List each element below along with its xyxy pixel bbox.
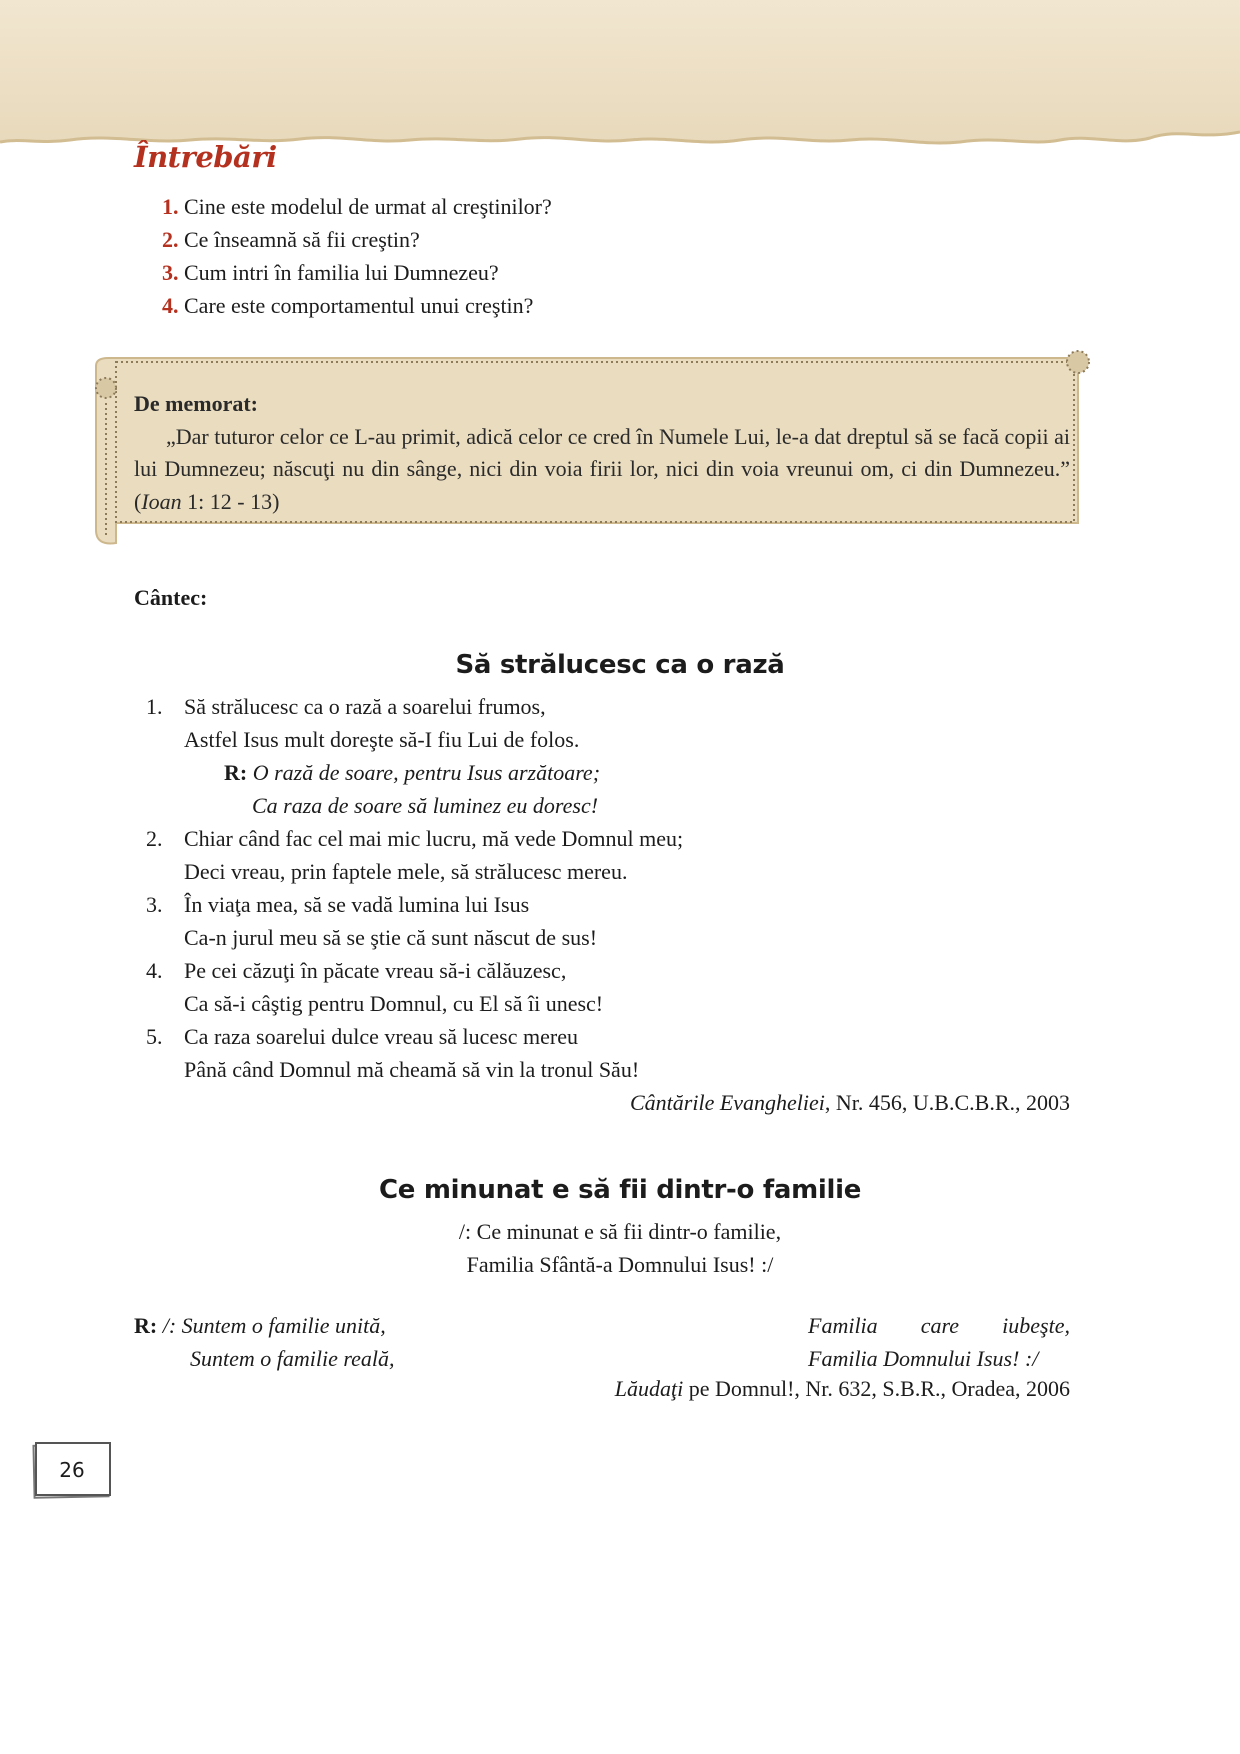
verse-line: Familia Sfântă-a Domnului Isus! :/ (466, 1252, 774, 1277)
stanza-number: 2. (146, 826, 163, 851)
page-number-box (32, 1441, 112, 1499)
verse-ref-rest: 1: 12 - 13) (187, 488, 280, 514)
refrain-line: /: Suntem o familie unită, (162, 1313, 386, 1338)
song1-stanza-4 (146, 954, 603, 1020)
song1-source (630, 1090, 1070, 1116)
refrain-line: O rază de soare, pentru Isus arzătoare; (252, 760, 601, 785)
verse-line: /: Ce minunat e să fii dintr-o familie, (458, 1219, 782, 1244)
stanza-line: Astfel Isus mult doreşte să-I fiu Lui de folos. (184, 727, 580, 752)
questions-heading: Întrebări (134, 140, 277, 174)
song1-stanza-1 (146, 690, 579, 756)
refrain-label: R: (224, 760, 248, 785)
song1-stanza-2 (146, 822, 683, 888)
stanza-line: Deci vreau, prin faptele mele, să strălucesc mereu. (184, 859, 628, 884)
song1-title: Să strălucesc ca o rază (455, 650, 785, 680)
refrain-line: Familia care iubeşte, (808, 1313, 1070, 1338)
song2-verse (0, 1215, 1240, 1281)
memorize-label: De memorat: (134, 391, 258, 416)
stanza-number: 5. (146, 1024, 163, 1049)
stanza-line: În viaţa mea, să se vadă lumina lui Isus (184, 892, 530, 917)
refrain-label: R: (134, 1313, 158, 1338)
stanza-line: Ca-n jurul meu să se ştie că sunt născut de sus! (184, 925, 598, 950)
song1-stanza-5 (146, 1020, 639, 1086)
source-details: pe Domnul!, Nr. 632, S.B.R., Oradea, 2006 (683, 1376, 1070, 1401)
stanza-line: Chiar când fac cel mai mic lucru, mă vede Domnul meu; (184, 826, 684, 851)
list-item (162, 223, 552, 256)
list-item (162, 289, 552, 322)
verse-text: „Dar tuturor celor ce L-au primit, adică celor ce cred în Numele Lui, le-a dat dreptul să se facă copii ai lui Dumnezeu; născuţi nu din sânge, nici din voia firii lor, nici din voia vreunui om, ci din Dumnezeu.” (134, 423, 1070, 481)
source-title: Cântările Evangheliei (630, 1090, 825, 1115)
stanza-line: Pe cei căzuţi în păcate vreau să-i călăuzesc, (184, 958, 567, 983)
source-title: Lăudaţi (614, 1376, 684, 1401)
refrain-line: Familia Domnului Isus! :/ (808, 1346, 1039, 1371)
refrain-line: Ca raza de soare să luminez eu doresc! (252, 793, 599, 818)
questions-list (162, 190, 552, 322)
memorize-text-block (134, 388, 1070, 518)
question-number: 1. (162, 194, 179, 219)
stanza-line: Ca raza soarelui dulce vreau să lucesc mereu (184, 1024, 578, 1049)
song1-refrain (224, 756, 600, 822)
song2-refrain-right (808, 1309, 1070, 1375)
stanza-line: Să strălucesc ca o rază a soarelui frumos, (184, 694, 546, 719)
song2-refrain-left (134, 1309, 395, 1375)
page-number: 26 (59, 1458, 85, 1482)
question-text: Cum intri în familia lui Dumnezeu? (184, 260, 499, 285)
question-number: 4. (162, 293, 179, 318)
question-number: 3. (162, 260, 179, 285)
stanza-number: 3. (146, 892, 163, 917)
stanza-line: Până când Domnul mă cheamă să vin la tronul Său! (184, 1057, 640, 1082)
memorize-verse (134, 421, 1070, 519)
refrain-line: Suntem o familie reală, (190, 1346, 395, 1371)
question-text: Cine este modelul de urmat al creştinilor? (184, 194, 552, 219)
question-text: Care este comportamentul unui creştin? (184, 293, 534, 318)
song2-title: Ce minunat e să fii dintr-o familie (378, 1175, 862, 1205)
question-number: 2. (162, 227, 179, 252)
stanza-number: 1. (146, 694, 163, 719)
stanza-number: 4. (146, 958, 163, 983)
question-text: Ce înseamnă să fii creştin? (184, 227, 420, 252)
list-item (162, 190, 552, 223)
ref-paren: ( (134, 488, 142, 514)
song1-stanza-3 (146, 888, 597, 954)
source-details: , Nr. 456, U.B.C.B.R., 2003 (824, 1090, 1070, 1115)
list-item (162, 256, 552, 289)
song2-source (615, 1376, 1070, 1402)
stanza-line: Ca să-i câştig pentru Domnul, cu El să îi unesc! (184, 991, 604, 1016)
song-section-label: Cântec: (134, 585, 208, 610)
verse-ref-book: Ioan (141, 488, 182, 514)
